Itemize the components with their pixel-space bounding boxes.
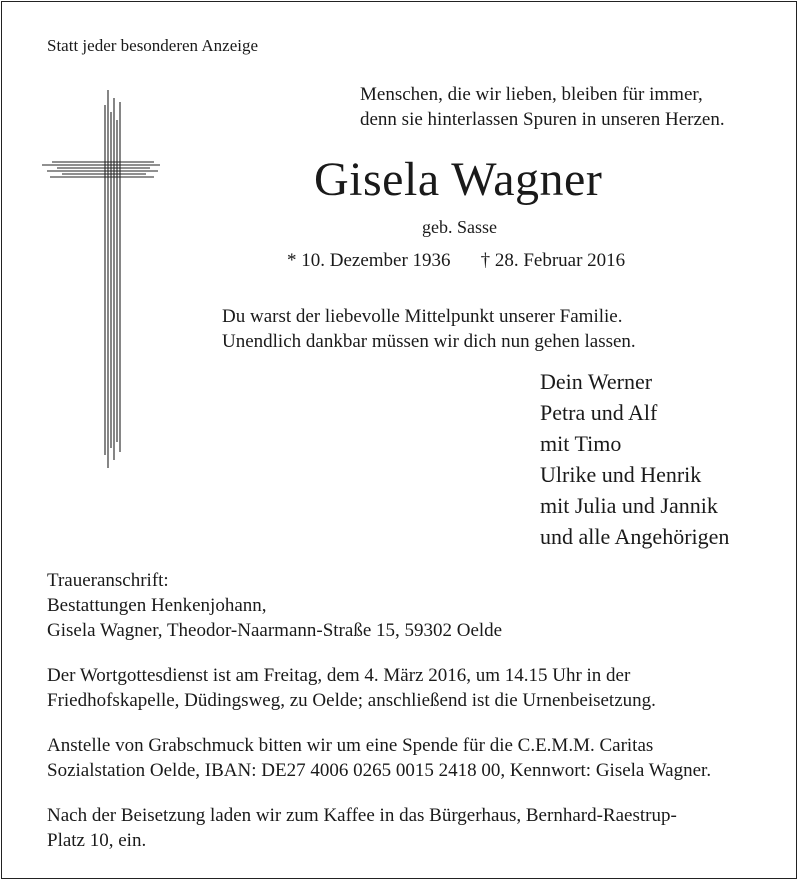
donation-line: Sozialstation Oelde, IBAN: DE27 4006 0265 0015 2418 00, Kennwort: Gisela Wagner.	[47, 760, 712, 781]
tribute-line: Du warst der liebevolle Mittelpunkt unserer Familie.	[222, 306, 623, 327]
obituary-notice	[1, 1, 797, 879]
coffee-line: Platz 10, ein.	[47, 830, 147, 851]
tribute-line: Unendlich dankbar müssen wir dich nun gehen lassen.	[222, 331, 636, 352]
notice-header: Statt jeder besonderen Anzeige	[47, 36, 259, 55]
mourner: Ulrike und Henrik	[540, 462, 702, 487]
tribute-text	[222, 304, 636, 354]
death-date: † 28. Februar 2016	[480, 250, 626, 271]
mourner: Dein Werner	[540, 369, 653, 394]
mourning-address	[47, 568, 759, 643]
mourner: mit Julia und Jannik	[540, 493, 718, 518]
mourner: Petra und Alf	[540, 400, 658, 425]
service-line: Der Wortgottesdienst ist am Freitag, dem 4. März 2016, um 14.15 Uhr in der	[47, 665, 631, 686]
address-line: Bestattungen Henkenjohann,	[47, 595, 267, 616]
coffee-info	[47, 803, 759, 853]
mourner: und alle Angehörigen	[540, 524, 730, 549]
coffee-line: Nach der Beisetzung laden wir zum Kaffee in das Bürgerhaus, Bernhard-Raestrup-	[47, 805, 677, 826]
address-line: Gisela Wagner, Theodor-Naarmann-Straße 15, 59302 Oelde	[47, 620, 503, 641]
maiden-name: geb. Sasse	[422, 217, 497, 237]
donation-info	[47, 733, 759, 783]
cross-icon	[42, 90, 162, 470]
mourners-list	[540, 366, 729, 552]
service-line: Friedhofskapelle, Düdingsweg, zu Oelde; anschließend ist die Urnenbeisetzung.	[47, 690, 656, 711]
motto-text	[360, 82, 725, 132]
donation-line: Anstelle von Grabschmuck bitten wir um eine Spende für die C.E.M.M. Caritas	[47, 735, 654, 756]
address-line: Traueranschrift:	[47, 570, 169, 591]
birth-date: * 10. Dezember 1936	[287, 250, 451, 271]
deceased-name: Gisela Wagner	[314, 153, 603, 206]
service-info	[47, 663, 759, 713]
mourner: mit Timo	[540, 431, 622, 456]
motto-line: denn sie hinterlassen Spuren in unseren Herzen.	[360, 109, 725, 130]
life-dates	[287, 250, 625, 272]
motto-line: Menschen, die wir lieben, bleiben für immer,	[360, 84, 703, 105]
